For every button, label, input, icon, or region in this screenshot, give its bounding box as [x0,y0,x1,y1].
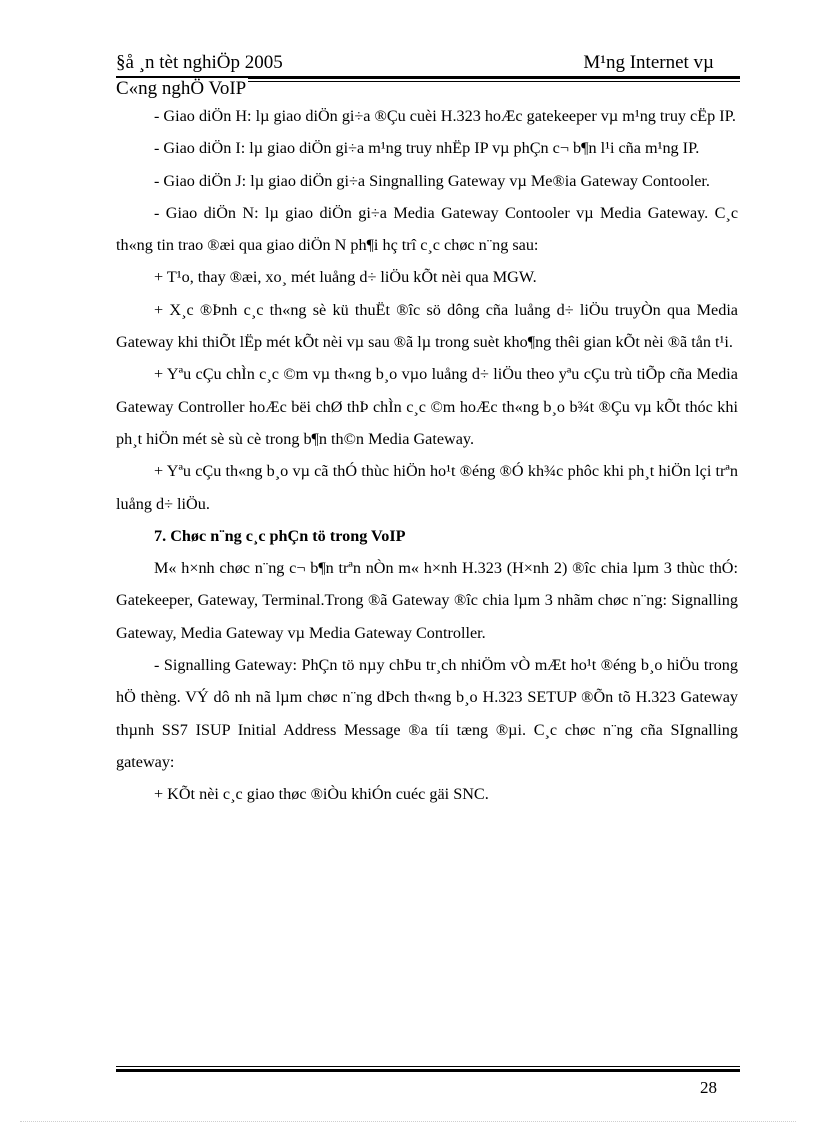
paragraph-params: + X¸c ®Þnh c¸c th«ng sè kü thuËt ®îc sö dông cña luång d÷ liÖu truyÒn qua Media Gateway khi thiÕt lËp mét kÕt nèi vµ sau ®ã lµ trong suèt kho¶ng thêi gian kÕt nèi ®ã tån t¹i. [116,300,738,352]
paragraph-interface-i: - Giao diÖn I: lµ giao diÖn gi÷a m¹ng truy nhËp IP vµ phÇn c¬ b¶n l¹i cña m¹ng IP. [154,139,700,158]
paragraph-signalling-gateway: - Signalling Gateway: PhÇn tö nµy chÞu tr¸ch nhiÖm vÒ mÆt ho¹t ®éng b¸o hiÖu trong hÖ thèng. VÝ dô nh nã lµm chøc n¨ng dÞch th«ng b¸o H.323 SETUP ®Õn tõ H.323 Gateway thµnh SS7 ISUP Initial Address Message ®a tíi tæng ®µi. C¸c chøc n¨ng cña SIgnalling gateway: [116,656,738,771]
paragraph-interface-n: - Giao diÖn N: lµ giao diÖn gi÷a Media Gateway Contooler vµ Media Gateway. C¸c th«ng tin trao ®æi qua giao diÖn N ph¶i hç trî c¸c chøc n¨ng sau: [116,203,738,255]
page-header [116,52,740,76]
paragraph-error-report: + Yªu cÇu th«ng b¸o vµ cã thÓ thùc hiÖn ho¹t ®éng ®Ó kh¾c phôc khi ph¸t hiÖn lçi trªn luång d÷ liÖu. [116,462,738,513]
header-right-title: M¹ng Internet vµ [583,52,714,73]
page-number: 28 [700,1078,717,1097]
body-text [116,100,738,811]
footer-rule-thin [116,1066,740,1067]
paragraph-create-stream: + T¹o, thay ®æi, xo¸ mét luång d÷ liÖu kÕt nèi qua MGW. [154,268,537,287]
paragraph-tones: + Yªu cÇu chÌn c¸c ©m vµ th«ng b¸o vµo luång d÷ liÖu theo yªu cÇu trù tiÕp cña Media Gateway Controller hoÆc bëi chØ thÞ chÌn c¸c ©m hoÆc th«ng b¸o b¾t ®Çu vµ kÕt thóc khi ph¸t hiÖn mét sè sù cè trong b¶n th©n Media Gateway. [116,365,738,448]
paragraph-interface-h: - Giao diÖn H: lµ giao diÖn gi÷a ®Çu cuèi H.323 hoÆc gatekeeper vµ m¹ng truy cËp IP. [154,107,736,125]
section-heading: 7. Chøc n¨ng c¸c phÇn tö trong VoIP [154,526,406,545]
paragraph-interface-j: - Giao diÖn J: lµ giao diÖn gi÷a Singnalling Gateway vµ Me®ia Gateway Contooler. [154,171,710,190]
footer-rule-thick [116,1069,740,1072]
paragraph-snc: + KÕt nèi c¸c giao thøc ®iÒu khiÓn cuéc gäi SNC. [154,785,489,804]
paragraph-model: M« h×nh chøc n¨ng c¬ b¶n trªn nÒn m« h×nh H.323 (H×nh 2) ®îc chia lµm 3 thùc thÓ: Gatekeeper, Gateway, Terminal.Trong ®ã Gateway ®îc chia lµm 3 nhãm chøc n¨ng: Signalling Gateway, Media Gateway vµ Media Gateway Controller. [116,559,738,642]
header-continuation: C«ng nghÖ VoIP [116,78,247,99]
header-left-title: §å ¸n tèt nghiÖp 2005 [116,52,283,73]
page-edge-dotted-line [20,1121,796,1122]
